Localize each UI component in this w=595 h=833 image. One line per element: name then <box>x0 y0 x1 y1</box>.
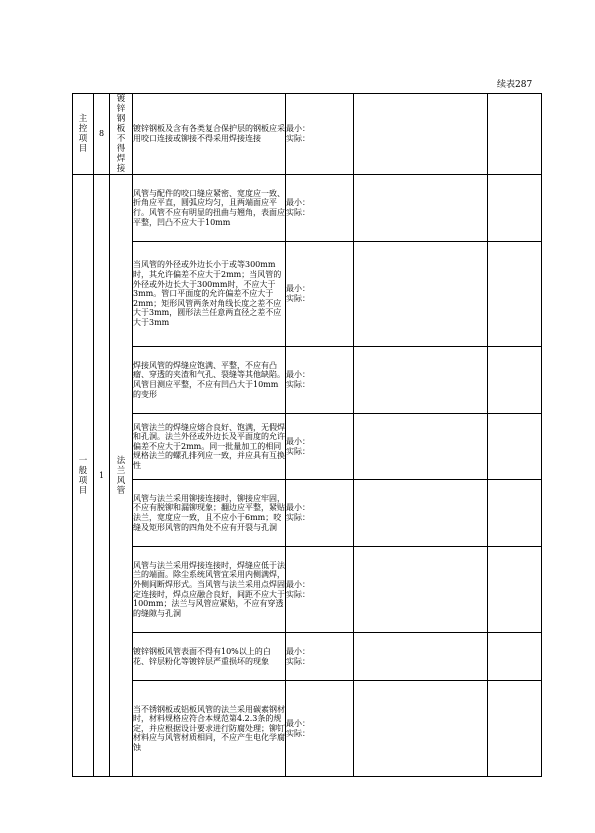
actual-label: 实际： <box>286 656 310 666</box>
measurement-cell[interactable] <box>286 347 354 414</box>
table-row <box>73 414 542 480</box>
table-row <box>73 347 542 414</box>
table-row <box>73 633 542 681</box>
min-label: 最小： <box>286 579 310 589</box>
blank-cell[interactable] <box>488 681 542 777</box>
blank-cell[interactable] <box>488 347 542 414</box>
blank-cell[interactable] <box>488 242 542 347</box>
requirement-text: 镀锌钢板及含有各类复合保护层的钢板应采用咬口连接或铆接不得采用焊接连接 <box>133 94 286 175</box>
measurement-cell[interactable] <box>286 242 354 347</box>
measurement-cell[interactable] <box>286 94 354 175</box>
section-general: 一般项目 <box>73 175 94 777</box>
section-main-control: 主控项目 <box>73 94 94 175</box>
requirement-text: 风管与法兰采用焊接连接时，焊缝应低于法兰的端面。除尘系统风管宜采用内侧满焊，外侧间断焊形式。当风管与法兰采用点焊固定连接时，焊点应融合良好，间距不应大于100mm；法兰与风管应紧贴，不应有穿透的缝隙与孔洞 <box>133 547 286 633</box>
table-row <box>73 175 542 242</box>
blank-cell[interactable] <box>354 681 488 777</box>
item-number: 8 <box>94 94 110 175</box>
requirement-text: 当风管的外径或外边长小于或等300mm时，其允许偏差不应大于2mm；当风管的外径或外边长大于300mm时，不应大于3mm。管口平面度的允许偏差不应大于2mm；矩形风管两条对角线长度之差不应大于3mm，圆形法兰任意两直径之差不应大于3mm <box>133 242 286 347</box>
min-label: 最小： <box>286 284 310 293</box>
requirement-text: 风管与法兰采用铆接连接时，铆接应牢固，不应有脱铆和漏铆现象；翻边应平整，紧贴法兰，宽度应一致，且不应小于6mm；咬缝及矩形风管的四角处不应有开裂与孔洞 <box>133 480 286 547</box>
actual-label: 实际： <box>286 294 310 303</box>
min-label: 最小： <box>286 503 310 512</box>
table-row <box>73 547 542 633</box>
blank-cell[interactable] <box>354 480 488 547</box>
measurement-cell[interactable] <box>286 414 354 480</box>
min-label: 最小： <box>286 436 310 446</box>
min-label: 最小： <box>286 370 310 379</box>
min-label: 最小： <box>286 198 310 207</box>
continuation-label: 续表287 <box>497 80 533 90</box>
table-row <box>73 242 542 347</box>
item-name: 法兰风管 <box>110 175 133 777</box>
blank-cell[interactable] <box>488 480 542 547</box>
measurement-cell[interactable] <box>286 633 354 681</box>
blank-cell[interactable] <box>354 175 488 242</box>
item-number: 1 <box>94 175 110 777</box>
actual-label: 实际： <box>286 380 310 389</box>
measurement-cell[interactable] <box>286 480 354 547</box>
blank-cell[interactable] <box>488 414 542 480</box>
blank-cell[interactable] <box>354 242 488 347</box>
requirement-text: 风管与配件的咬口缝应紧密、宽度应一致、折角应平直，圆弧应均匀，且两端面应平行。风管不应有明显的扭曲与翘角，表面应平整，凹凸不应大于10mm <box>133 175 286 242</box>
blank-cell[interactable] <box>488 94 542 175</box>
table-row <box>73 94 542 175</box>
min-label: 最小： <box>286 718 310 728</box>
blank-cell[interactable] <box>488 547 542 633</box>
actual-label: 实际： <box>286 728 310 738</box>
blank-cell[interactable] <box>354 547 488 633</box>
blank-cell[interactable] <box>354 94 488 175</box>
blank-cell[interactable] <box>354 633 488 681</box>
actual-label: 实际： <box>286 589 310 599</box>
measurement-cell[interactable] <box>286 547 354 633</box>
inspection-table <box>72 93 542 777</box>
actual-label: 实际： <box>286 513 310 522</box>
requirement-text: 当不锈钢板或铝板风管的法兰采用碳素钢材时，材料规格应符合本规范第4.2.3条的规定，并应根据设计要求进行防腐处理；铆钉材料应与风管材质相同，不应产生电化学腐蚀 <box>133 681 286 777</box>
requirement-text: 焊接风管的焊缝应饱满、平整，不应有凸瘤、穿透的夹渣和气孔、裂缝等其他缺陷。风管目测应平整，不应有凹凸大于10mm的变形 <box>133 347 286 414</box>
table-row <box>73 681 542 777</box>
min-label: 最小： <box>286 124 310 133</box>
actual-label: 实际： <box>286 208 310 217</box>
blank-cell[interactable] <box>488 175 542 242</box>
blank-cell[interactable] <box>354 347 488 414</box>
requirement-text: 风管法兰的焊缝应熔合良好、饱满，无假焊和孔洞。法兰外径或外边长及平面度的允许偏差不应大于2mm。同一批量加工的相同规格法兰的螺孔排列应一致，并应具有互换性 <box>133 414 286 480</box>
actual-label: 实际： <box>286 446 310 456</box>
table-row <box>73 480 542 547</box>
blank-cell[interactable] <box>354 414 488 480</box>
item-name: 镀锌钢板不得焊接 <box>110 94 133 175</box>
requirement-text: 镀锌钢板风管表面不得有10%以上的白花、锌层粉化等镀锌层严重损坏的现象 <box>133 633 286 681</box>
measurement-cell[interactable] <box>286 175 354 242</box>
measurement-cell[interactable] <box>286 681 354 777</box>
blank-cell[interactable] <box>488 633 542 681</box>
min-label: 最小： <box>286 646 310 656</box>
actual-label: 实际： <box>286 134 310 143</box>
